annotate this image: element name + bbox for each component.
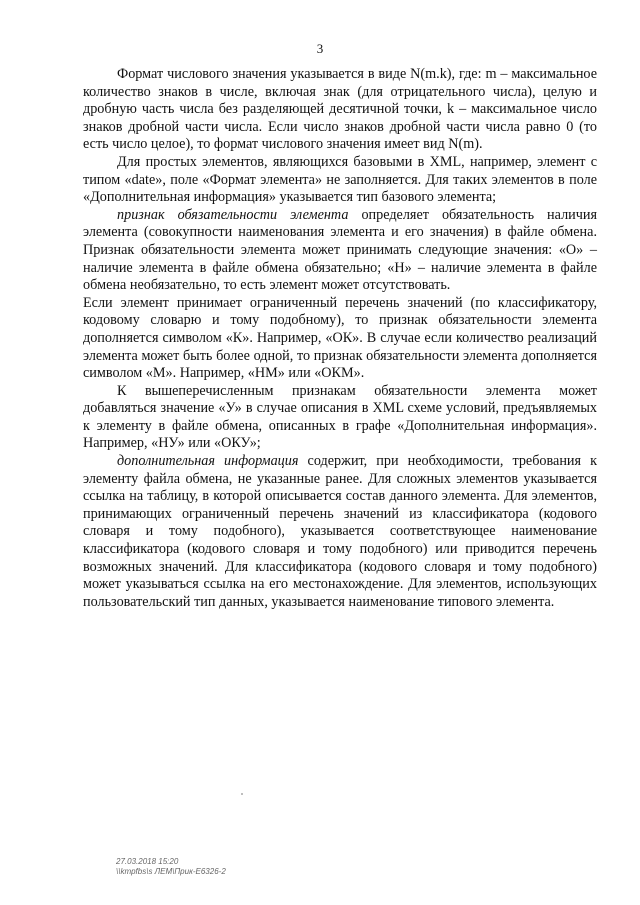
footer-file-path: \\kmpfbs\s ЛЕМ\Прик-Е6326-2 (116, 867, 226, 876)
paragraph-term: дополнительная информация (117, 453, 299, 470)
paragraph-text: К вышеперечисленным признакам обязательности элемента может добавляться значение «У» в случае описания в XML схеме условий, предъявляемых к элементу в файле обмена, описанных в графе «Дополнительная информация». Например, «НУ» или «ОКУ»; (83, 382, 597, 452)
document-body (83, 66, 597, 611)
footer-stamp (116, 857, 226, 877)
paragraph-additional-info (83, 453, 597, 611)
paragraph-term: признак обязательности элемента (117, 206, 349, 223)
paragraph-text: определяет обязательность наличия элемента (совокупности наименования элемента и его значения) в файле обмена. Признак обязательности элемента может принимать следующие значения: «О» – наличие элемента в файле обмена обязательно; «Н» – наличие элемента в файле обмена необязательно, то есть элемент может отсутствовать. (83, 206, 597, 294)
page-number: 3 (316, 41, 324, 56)
paragraph-mandatory-flag (83, 207, 597, 295)
paragraph-mandatory-flag-extension (83, 295, 597, 383)
paragraph-text: Формат числового значения указывается в виде N(m.k), где: m – максимальное количество знаков в числе, включая знак (для отрицательного числа), целую и дробную часть числа без разделяющей десятичной точки, k – максимальное число знаков дробной части числа. Если число знаков дробной части числа равно 0 (то есть число целое), то формат числового значения имеет вид N(m). (83, 66, 597, 153)
paragraph-condition-flag (83, 383, 597, 453)
scan-speck (241, 793, 243, 795)
paragraph-base-elements (83, 154, 597, 207)
paragraph-text: содержит, при необходимости, требования к элементу файла обмена, не указанные ранее. Для сложных элементов указывается ссылка на таблицу, в которой описывается состав данного элемента. Для элементов, принимающих ограниченный перечень значений из классификатора (кодового словаря и тому подобного), указывается соответствующее наименование классификатора (кодового словаря и тому подобного) или приводится перечень возможных значений. Для классификатора (кодового словаря и тому подобного) может указываться ссылка на его местонахождение. Для элементов, использующих пользовательский тип данных, указывается наименование типового элемента. (83, 453, 597, 610)
paragraph-text: Для простых элементов, являющихся базовыми в XML, например, элемент с типом «date», поле «Формат элемента» не заполняется. Для таких элементов в поле «Дополнительная информация» указывается тип базового элемента; (83, 153, 597, 206)
paragraph-number-format (83, 66, 597, 154)
footer-timestamp: 27.03.2018 15:20 (116, 857, 179, 866)
paragraph-text: Если элемент принимает ограниченный перечень значений (по классификатору, кодовому словарю и тому подобному), то признак обязательности элемента дополняется символом «К». Например, «ОК». В случае если количество реализаций элемента может быть более одной, то признак обязательности элемента дополняется символом «М». Например, «НМ» или «ОКМ». (83, 294, 597, 382)
